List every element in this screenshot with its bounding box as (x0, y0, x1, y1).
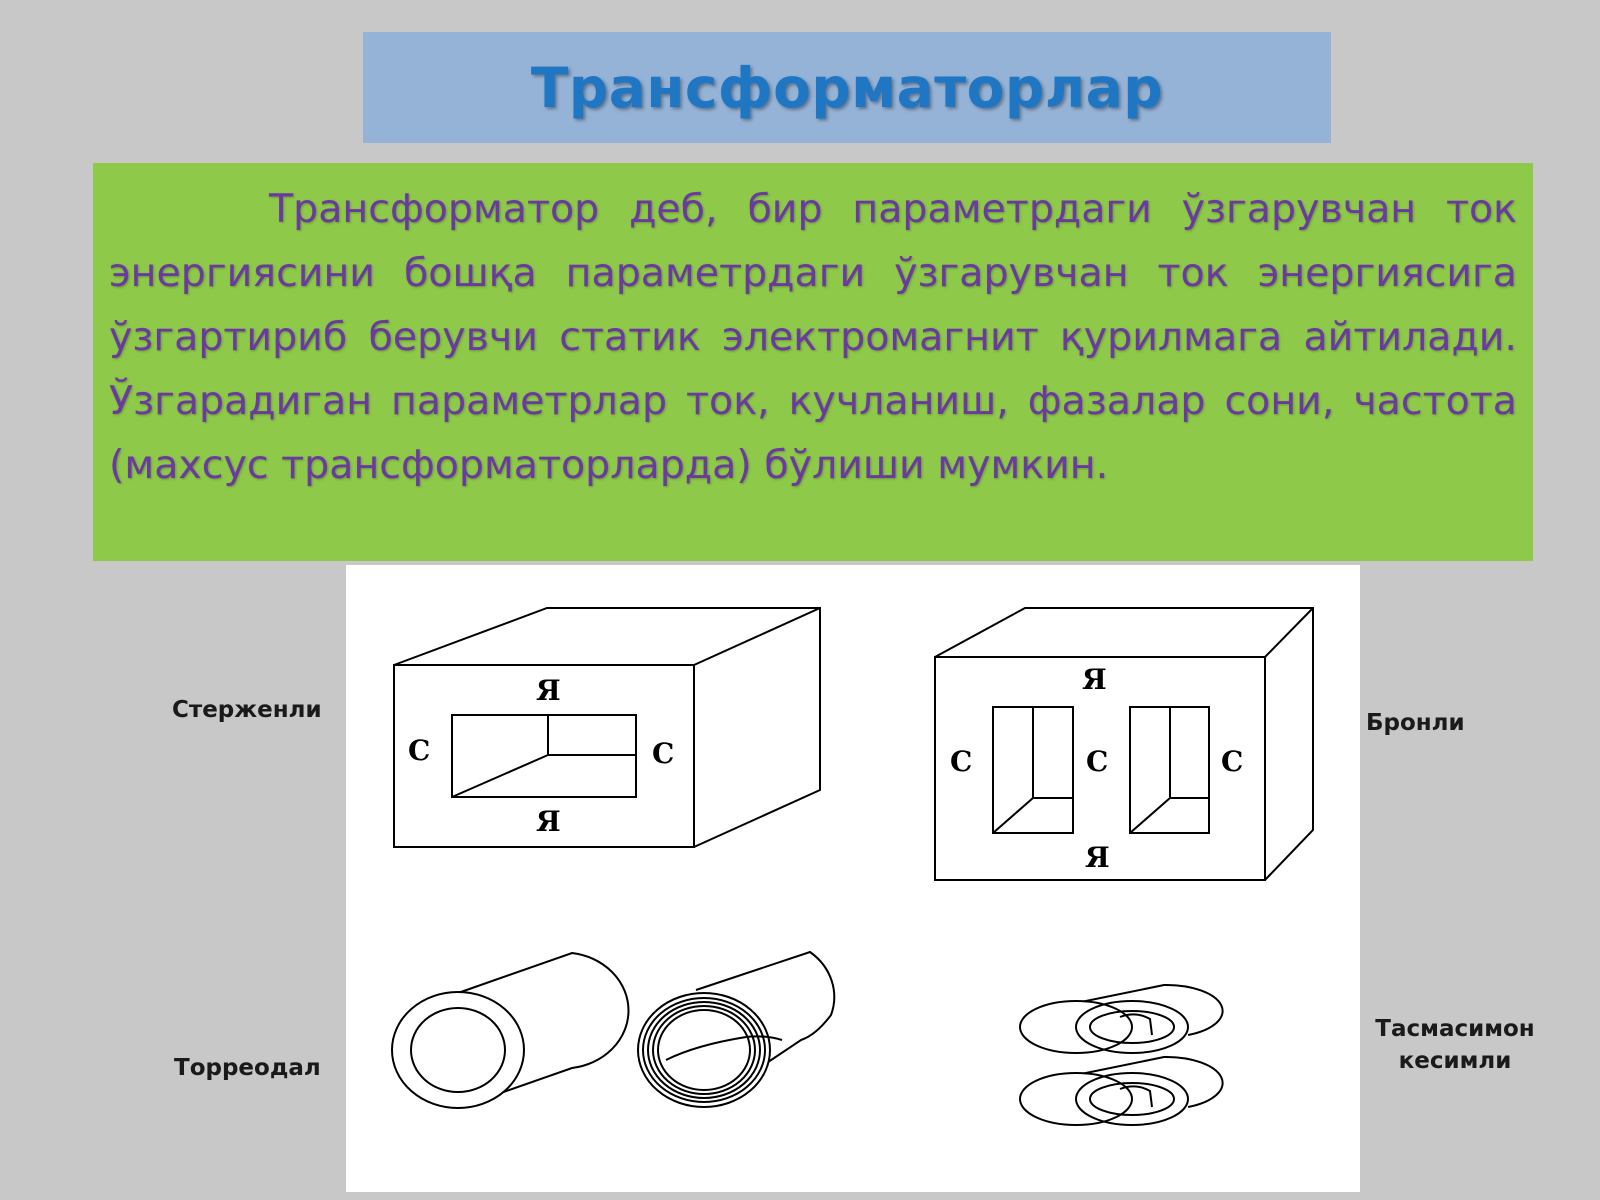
toroidal-core-figure-1 (392, 953, 628, 1108)
shell-core-right-leg: С (1221, 745, 1244, 778)
rod-core-yoke-top: Я (536, 674, 561, 707)
definition-text: Трансформатор деб, бир параметрдаги ўзгарувчан ток энергиясини бошқа параметрдаги ўзгарувчан ток энергиясига ўзгартириб берувчи статик электромагнит қурилмага айтилади. Ўзгарадиган параметрлар ток, кучланиш, фазалар сони, частота (махсус трансформаторларда) бўлиши мумкин. (109, 186, 1517, 488)
label-tape-wound-core-text: Тасмасимон кесимли (1375, 1016, 1535, 1074)
rod-core-left-leg: С (408, 734, 431, 767)
slide-title: Трансформаторлар (530, 55, 1164, 120)
label-rod-core: Стерженли (172, 697, 322, 723)
shell-core-center-leg: С (1086, 745, 1109, 778)
shell-core-left-leg: С (950, 745, 973, 778)
definition-box (93, 163, 1533, 561)
diagram-panel (346, 565, 1360, 1192)
tape-wound-core-figure (1020, 985, 1223, 1125)
rod-core-yoke-bottom: Я (536, 805, 561, 838)
toroidal-core-figure-2 (638, 952, 834, 1107)
shell-core-yoke-bottom: Я (1085, 841, 1110, 874)
title-banner (363, 32, 1331, 143)
rod-core-figure (394, 608, 820, 847)
label-shell-core: Бронли (1366, 710, 1465, 736)
label-tape-wound-core (1370, 1013, 1540, 1077)
shell-core-figure (935, 608, 1313, 880)
rod-core-right-leg: С (652, 737, 675, 770)
label-toroidal-core: Торреодал (174, 1055, 321, 1081)
shell-core-yoke-top: Я (1082, 663, 1107, 696)
transformer-cores-diagram (346, 565, 1360, 1192)
